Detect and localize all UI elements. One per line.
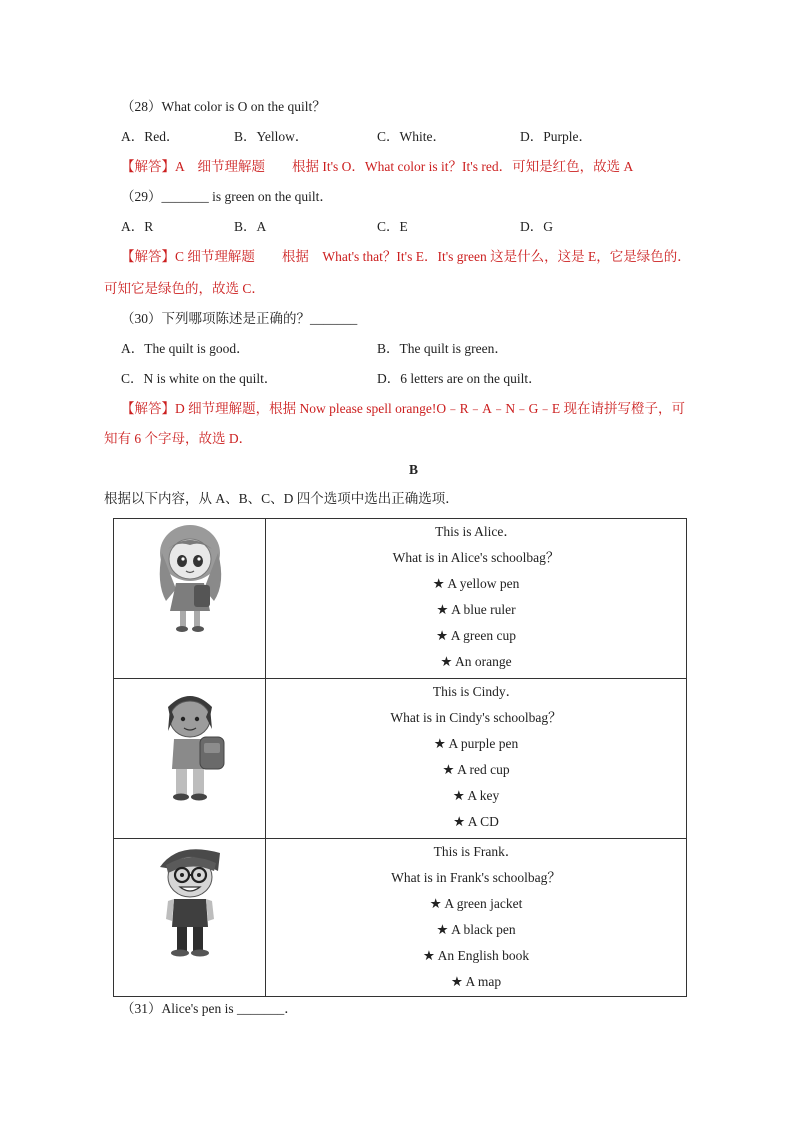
q28-question: （28）What color is O on the quilt？ bbox=[121, 99, 326, 114]
frank-picture-cell bbox=[114, 839, 266, 996]
q29-answer-line1: 【解答】C 细节理解题 根据 What's that？It's E．It's green 这是什么，这是 E，它是绿色的． bbox=[121, 249, 691, 264]
frank-item: ★ A green jacket bbox=[429, 896, 523, 911]
schoolbag-table bbox=[113, 518, 687, 997]
q29-option-d: D．G bbox=[520, 219, 553, 234]
cindy-item: ★ A key bbox=[452, 788, 500, 803]
alice-item: ★ A blue ruler bbox=[436, 602, 516, 617]
frank-item: ★ An English book bbox=[422, 948, 530, 963]
table-row-cindy bbox=[114, 679, 686, 839]
q31-question: （31）Alice's pen is _______． bbox=[121, 1001, 298, 1016]
q29-option-b: B．A bbox=[234, 219, 267, 234]
frank-item: ★ A map bbox=[450, 974, 502, 989]
q28-option-a: A．Red． bbox=[121, 129, 180, 144]
cindy-intro: This is Cindy． bbox=[432, 684, 520, 699]
alice-item: ★ A yellow pen bbox=[432, 576, 520, 591]
cindy-picture-cell bbox=[114, 679, 266, 838]
q29-question: （29）_______ is green on the quilt． bbox=[121, 189, 333, 204]
q30-option-b: B．The quilt is green． bbox=[377, 341, 508, 356]
cindy-text-cell bbox=[266, 679, 686, 838]
frank-question: What is in Frank's schoolbag？ bbox=[391, 870, 561, 885]
frank-item: ★ A black pen bbox=[436, 922, 516, 937]
q29-answer-line2: 可知它是绿色的，故选 C． bbox=[104, 281, 265, 296]
q28-answer: 【解答】A 细节理解题 根据 It's O．What color is it？It's red．可知是红色，故选 A bbox=[121, 159, 634, 174]
section-instruction: 根据以下内容，从 A、B、C、D 四个选项中选出正确选项． bbox=[104, 491, 459, 506]
q30-option-c: C．N is white on the quilt． bbox=[121, 371, 278, 386]
table-row-frank bbox=[114, 839, 686, 996]
q30-option-a: A．The quilt is good． bbox=[121, 341, 250, 356]
cindy-question: What is in Cindy's schoolbag？ bbox=[390, 710, 562, 725]
cindy-girl-image bbox=[148, 683, 232, 803]
frank-intro: This is Frank． bbox=[433, 844, 519, 859]
alice-girl-image bbox=[148, 523, 232, 635]
table-row-alice bbox=[114, 519, 686, 679]
q28-option-d: D．Purple． bbox=[520, 129, 592, 144]
alice-item: ★ An orange bbox=[440, 654, 512, 669]
alice-intro: This is Alice． bbox=[435, 524, 517, 539]
frank-text-cell bbox=[266, 839, 686, 996]
q30-option-d: D．6 letters are on the quilt． bbox=[377, 371, 542, 386]
alice-question: What is in Alice's schoolbag？ bbox=[392, 550, 560, 565]
cindy-item: ★ A purple pen bbox=[433, 736, 519, 751]
q29-option-a: A．R bbox=[121, 219, 154, 234]
alice-picture-cell bbox=[114, 519, 266, 678]
alice-item: ★ A green cup bbox=[436, 628, 516, 643]
section-title: B bbox=[409, 462, 419, 477]
frank-boy-image bbox=[148, 843, 232, 961]
q30-answer-line2: 知有 6 个字母，故选 D． bbox=[104, 431, 253, 446]
q30-answer-line1: 【解答】D 细节理解题，根据 Now please spell orange!O﹣R﹣A﹣N﹣G﹣E 现在请拼写橙子，可 bbox=[121, 401, 685, 416]
q30-question: （30）下列哪项陈述是正确的？_______ bbox=[121, 311, 358, 326]
q28-option-b: B．Yellow． bbox=[234, 129, 309, 144]
alice-text-cell bbox=[266, 519, 686, 678]
q28-option-c: C．White． bbox=[377, 129, 446, 144]
cindy-item: ★ A CD bbox=[453, 814, 499, 829]
cindy-item: ★ A red cup bbox=[442, 762, 510, 777]
q29-option-c: C．E bbox=[377, 219, 408, 234]
